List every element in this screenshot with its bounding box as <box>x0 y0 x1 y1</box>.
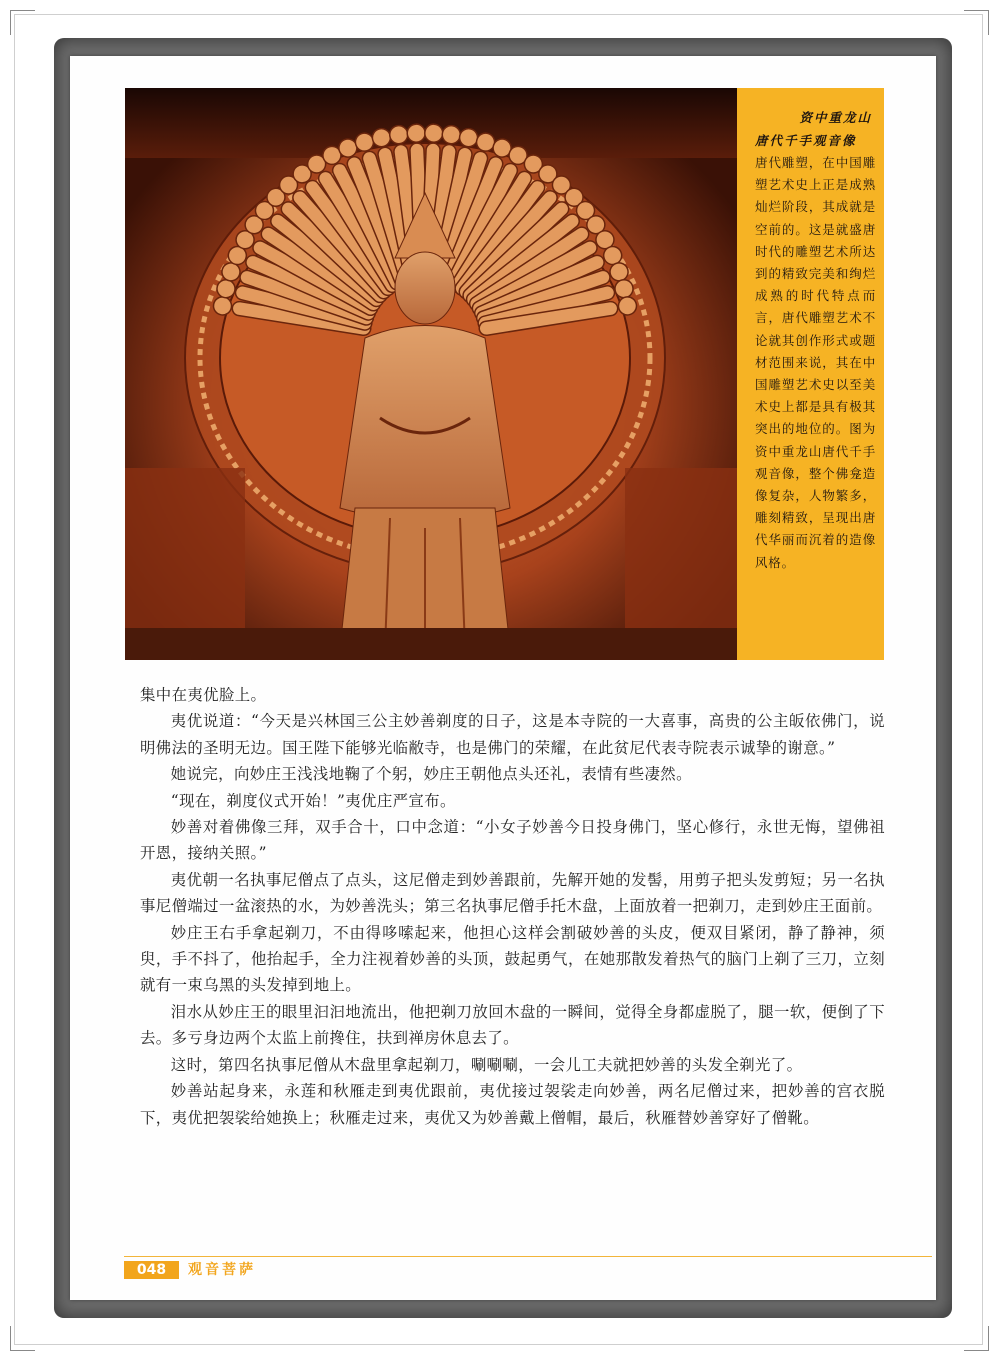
paragraph: 夷优朝一名执事尼僧点了点头，这尼僧走到妙善跟前，先解开她的发髻，用剪子把头发剪短；另一名执事尼僧端过一盆滚热的水，为妙善洗头；第三名执事尼僧手托木盘，上面放着一把剃刀，走到妙庄王面前。 <box>140 870 885 916</box>
statue-hand <box>407 124 426 143</box>
caption-title-line1: 资中重龙山 <box>799 110 872 125</box>
corner-mark <box>964 10 989 35</box>
corner-mark <box>964 1326 989 1351</box>
paragraph: 她说完，向妙庄王浅浅地鞠了个躬，妙庄王朝他点头还礼，表情有些凄然。 <box>170 765 692 784</box>
paragraph: “现在，剃度仪式开始！”夷优庄严宣布。 <box>170 791 456 810</box>
corner-mark <box>10 10 35 35</box>
book-page <box>70 56 936 1300</box>
paragraph: 夷优说道：“今天是兴林国三公主妙善剃度的日子，这是本寺院的一大喜事，高贵的公主皈依佛门，说明佛法的圣明无边。国王陛下能够光临敝寺，也是佛门的荣耀，在此贫尼代表寺院表示诚挚的谢意。” <box>140 712 885 757</box>
statue-illustration <box>125 88 737 660</box>
photo-caption <box>737 88 884 660</box>
footer-rule <box>124 1256 932 1257</box>
paragraph: 泪水从妙庄王的眼里汩汩地流出，他把剃刀放回木盘的一瞬间，觉得全身都虚脱了，腿一软，便倒了下去。多亏身边两个太监上前搀住，扶到禅房休息去了。 <box>140 1002 885 1048</box>
page-number: 048 <box>124 1261 179 1279</box>
statue-hand <box>424 124 443 143</box>
paragraph: 妙善站起身来，永莲和秋雁走到夷优跟前，夷优接过袈裟走向妙善，两名尼僧过来，把妙善的宫衣脱下，夷优把袈裟给她换上；秋雁走过来，夷优又为妙善戴上僧帽，最后，秋雁替妙善穿好了僧靴。 <box>140 1082 885 1127</box>
running-title: 观音菩萨 <box>188 1262 256 1278</box>
paragraph: 妙庄王右手拿起剃刀，不由得哆嗦起来，他担心这样会割破妙善的头皮，便双目紧闭，静了静神，须臾，手不抖了，他抬起手，全力注视着妙善的头顶，鼓起勇气，在她那散发着热气的脑门上剃了三刀，立刻就有一束乌黑的头发掉到地上。 <box>140 923 885 995</box>
caption-title-line2: 唐代千手观音像 <box>755 133 857 148</box>
paragraph: 这时，第四名执事尼僧从木盘里拿起剃刀，唰唰唰，一会儿工夫就把妙善的头发全剃光了。 <box>170 1055 803 1074</box>
thousand-hand-guanyin-photo <box>125 88 737 660</box>
paragraph: 妙善对着佛像三拜，双手合十，口中念道：“小女子妙善今日投身佛门，坚心修行，永世无悔，望佛祖开恩，接纳关照。” <box>140 818 885 863</box>
paragraph: 集中在夷优脸上。 <box>140 686 267 704</box>
corner-mark <box>10 1326 35 1351</box>
caption-body: 唐代雕塑，在中国雕塑艺术史上正是成熟灿烂阶段，其成就是空前的。这是就盛唐时代的雕塑艺术所达到的精致完美和绚烂成熟的时代特点而言，唐代雕塑艺术不论就其创作形式或题材范围来说，其在中国雕塑艺术史以至美术史上都是具有极其突出的地位的。图为资中重龙山唐代千手观音像，整个佛龛造像复杂，人物繁多，雕刻精致，呈现出唐代华丽而沉着的造像风格。 <box>755 155 876 570</box>
body-text <box>140 682 885 1131</box>
